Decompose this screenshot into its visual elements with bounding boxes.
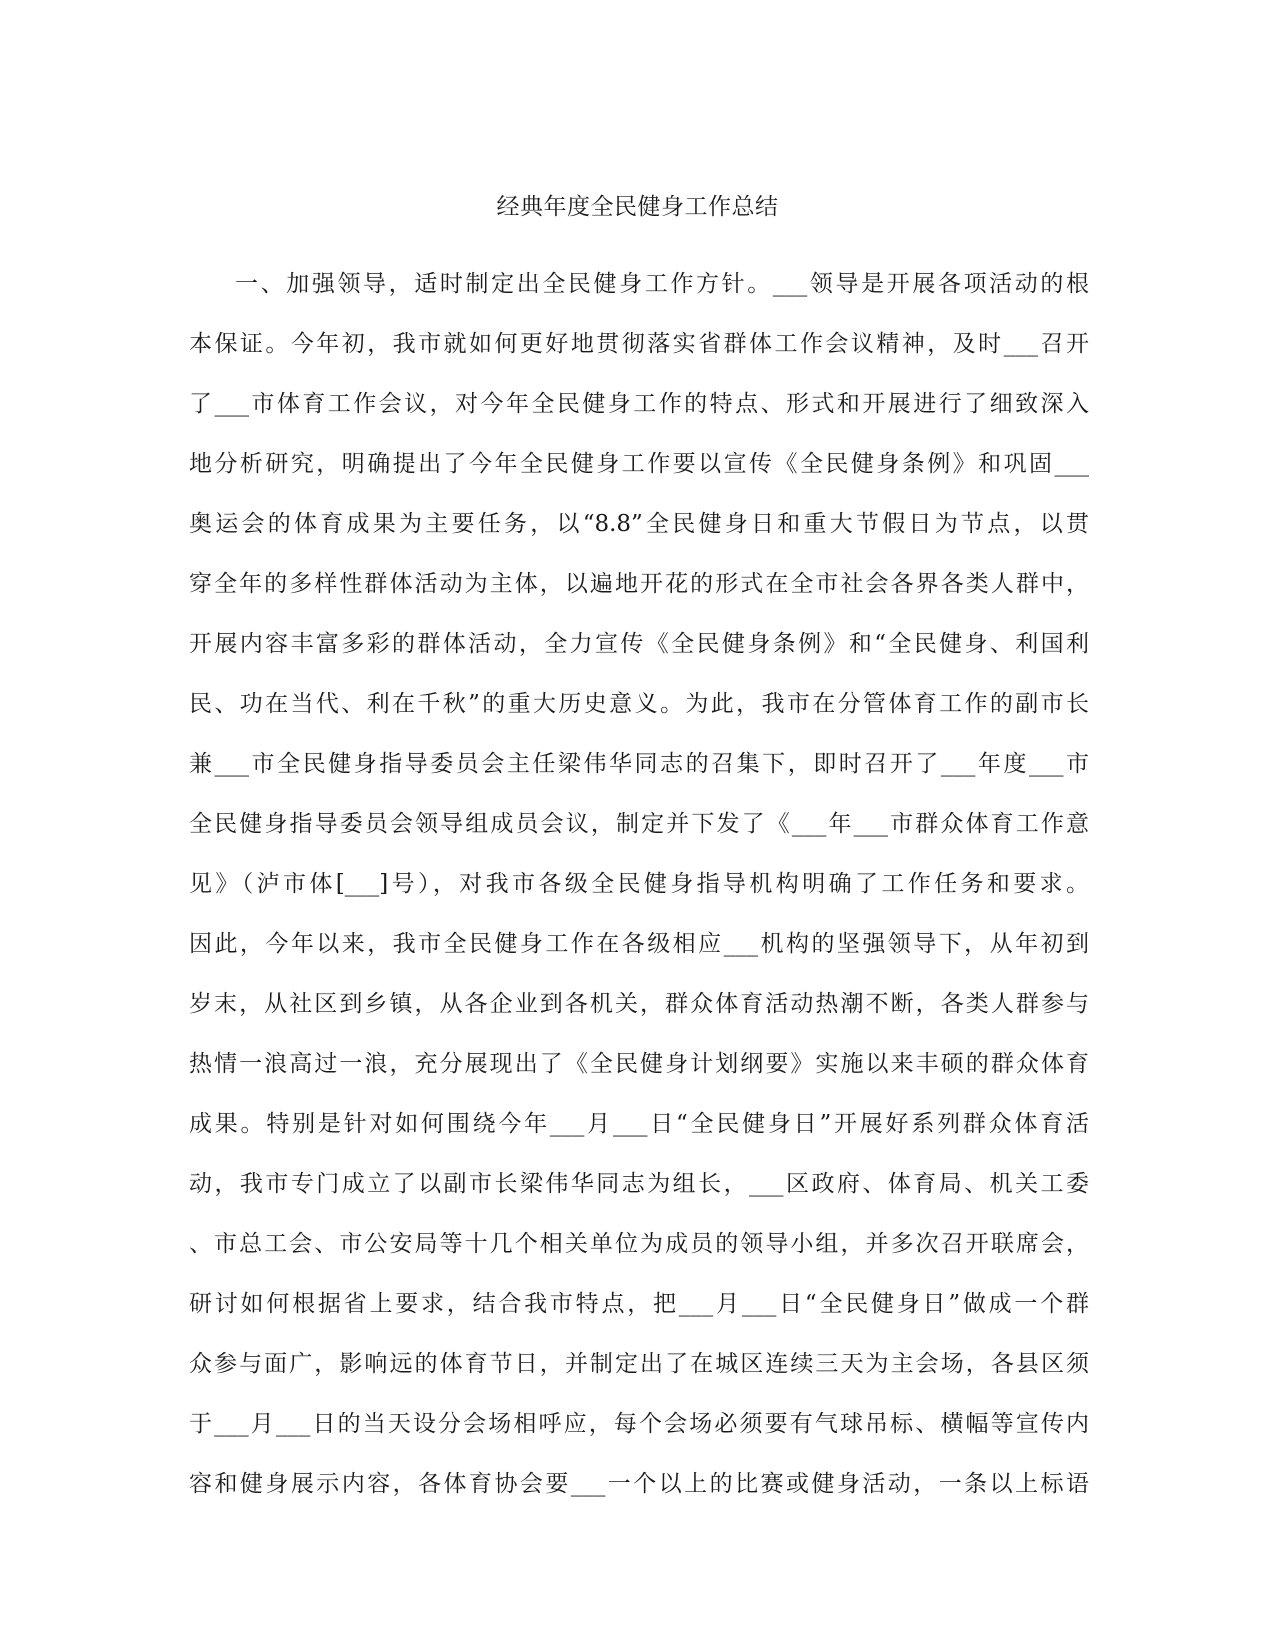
body-line: 开展内容丰富多彩的群体活动，全力宣传《全民健身条例》和“全民健身、利国利	[189, 631, 1089, 657]
body-line: 一、加强领导，适时制定出全民健身工作方针。___领导是开展各项活动的根	[235, 271, 1089, 297]
body-line: 于___月___日的当天设分会场相呼应，每个会场必须要有气球吊标、横幅等宣传内	[189, 1411, 1089, 1437]
body-line: 岁末，从社区到乡镇，从各企业到各机关，群众体育活动热潮不断，各类人群参与	[189, 991, 1089, 1017]
body-line: 因此，今年以来，我市全民健身工作在各级相应___机构的坚强领导下，从年初到	[189, 931, 1089, 957]
body-line: 兼___市全民健身指导委员会主任梁伟华同志的召集下，即时召开了___年度___市	[189, 751, 1089, 777]
body-line: 见》（泸市体[___]号），对我市各级全民健身指导机构明确了工作任务和要求。	[189, 871, 1089, 897]
body-line: 地分析研究，明确提出了今年全民健身工作要以宣传《全民健身条例》和巩固___	[189, 451, 1089, 477]
body-line: 全民健身指导委员会领导组成员会议，制定并下发了《___年___市群众体育工作意	[189, 811, 1089, 837]
body-line: 穿全年的多样性群体活动为主体，以遍地开花的形式在全市社会各界各类人群中，	[189, 571, 1089, 597]
body-line: 众参与面广，影响远的体育节日，并制定出了在城区连续三天为主会场，各县区须	[189, 1351, 1089, 1377]
body-line: 奥运会的体育成果为主要任务，以“8.8”全民健身日和重大节假日为节点，以贯	[189, 511, 1089, 537]
body-line: 动，我市专门成立了以副市长梁伟华同志为组长，___区政府、体育局、机关工委	[189, 1171, 1089, 1197]
body-line: 民、功在当代、利在千秋”的重大历史意义。为此，我市在分管体育工作的副市长	[189, 691, 1089, 717]
body-line: 研讨如何根据省上要求，结合我市特点，把___月___日“全民健身日”做成一个群	[189, 1291, 1089, 1317]
body-line: 成果。特别是针对如何围绕今年___月___日“全民健身日”开展好系列群众体育活	[189, 1111, 1089, 1137]
body-line: 容和健身展示内容，各体育协会要___一个以上的比赛或健身活动，一条以上标语	[189, 1471, 1089, 1497]
body-line: 本保证。今年初，我市就如何更好地贯彻落实省群体工作会议精神，及时___召开	[189, 331, 1089, 357]
body-line: 了___市体育工作会议，对今年全民健身工作的特点、形式和开展进行了细致深入	[189, 391, 1089, 417]
document-title: 经典年度全民健身工作总结	[496, 194, 779, 220]
document-body	[189, 262, 1089, 1522]
body-line: 热情一浪高过一浪，充分展现出了《全民健身计划纲要》实施以来丰硕的群众体育	[189, 1051, 1089, 1077]
body-line: 、市总工会、市公安局等十几个相关单位为成员的领导小组，并多次召开联席会，	[189, 1231, 1089, 1257]
